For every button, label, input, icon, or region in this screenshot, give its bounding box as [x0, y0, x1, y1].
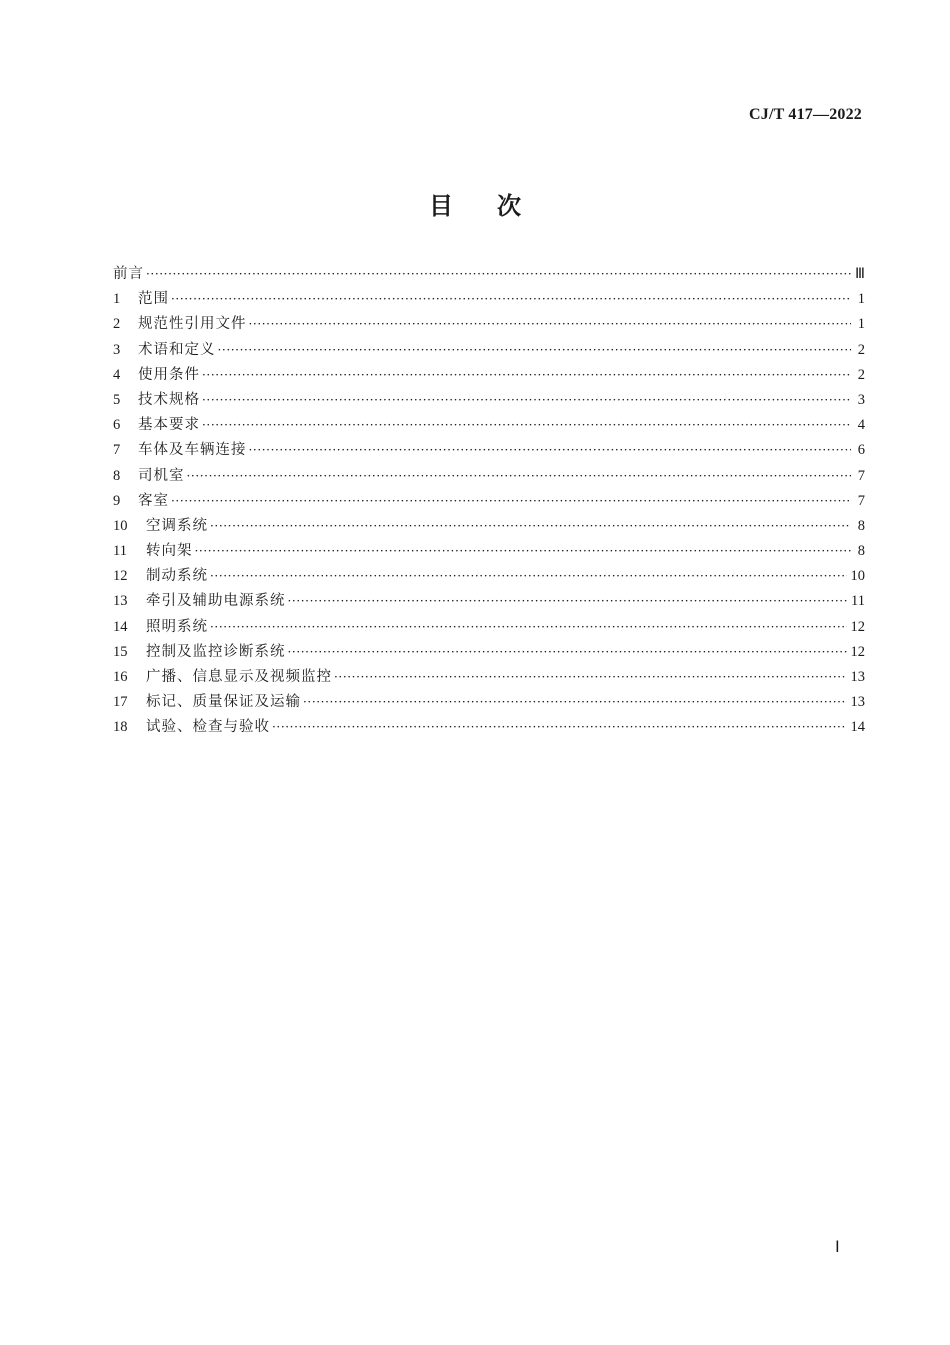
toc-entry-label: 试验、检查与验收 [146, 719, 270, 736]
toc-entry-page: 12 [850, 643, 865, 660]
toc-entry-label: 术语和定义 [138, 341, 216, 358]
toc-entry-page: 8 [857, 543, 865, 560]
toc-entry-label: 车体及车辆连接 [138, 442, 247, 459]
toc-entry[interactable] [113, 338, 865, 363]
toc-entry-number: 9 [113, 492, 121, 509]
toc-entry-page: 13 [850, 669, 865, 685]
toc-entry-label: 照明系统 [146, 618, 208, 635]
toc-entry[interactable] [113, 539, 865, 564]
toc-title: 目次 [429, 192, 565, 220]
toc-entry-page: 7 [857, 492, 865, 509]
toc-entry-number: 4 [113, 366, 121, 383]
toc-entry-page: 14 [850, 719, 865, 736]
toc-entry-label: 制动系统 [146, 568, 208, 585]
toc-entry-number: 5 [113, 391, 121, 408]
toc-entry-number: 8 [113, 467, 121, 484]
toc-entry-page: 3 [857, 391, 865, 408]
toc-leader-dots [146, 262, 851, 287]
toc-leader-dots [288, 640, 847, 665]
toc-entry-number: 10 [113, 517, 128, 534]
toc-entry[interactable] [113, 312, 865, 337]
toc-entry-label: 司机室 [138, 467, 185, 484]
table-of-contents [113, 262, 865, 741]
toc-entry-label: 技术规格 [138, 391, 200, 408]
toc-leader-dots [210, 514, 851, 539]
toc-entry[interactable] [113, 514, 865, 539]
toc-entry-number: 15 [113, 643, 128, 660]
toc-entry-label: 前言 [113, 266, 144, 282]
toc-leader-dots [210, 615, 847, 640]
toc-entry-number: 2 [113, 316, 121, 333]
toc-entry[interactable] [113, 690, 865, 715]
document-code: CJ/T 417—2022 [749, 106, 862, 123]
toc-entry[interactable] [113, 589, 865, 614]
toc-leader-dots [195, 539, 852, 564]
toc-leader-dots [334, 665, 847, 690]
toc-entry-page: Ⅲ [855, 266, 865, 282]
toc-leader-dots [218, 338, 852, 363]
toc-entry-number: 16 [113, 669, 128, 685]
toc-leader-dots [303, 690, 847, 715]
toc-entry-number: 11 [113, 543, 127, 560]
toc-entry-label: 客室 [138, 492, 169, 509]
toc-entry[interactable] [113, 640, 865, 665]
toc-entry-page: 2 [857, 366, 865, 383]
toc-entry-label: 范围 [138, 291, 169, 308]
toc-entry-page: 12 [850, 618, 865, 635]
page-number: Ⅰ [835, 1239, 840, 1256]
toc-entry[interactable] [113, 413, 865, 438]
toc-entry-page: 7 [857, 467, 865, 484]
toc-entry-label: 控制及监控诊断系统 [146, 643, 286, 660]
toc-entry-label: 基本要求 [138, 417, 200, 434]
toc-entry-number: 17 [113, 694, 128, 711]
toc-leader-dots [249, 312, 852, 337]
toc-entry-page: 1 [857, 316, 865, 333]
toc-entry-page: 1 [857, 291, 865, 308]
toc-entry-page: 4 [857, 417, 865, 434]
toc-entry-number: 6 [113, 417, 121, 434]
toc-entry-label: 广播、信息显示及视频监控 [146, 669, 332, 685]
toc-entry[interactable] [113, 464, 865, 489]
toc-entry-page: 10 [850, 568, 865, 585]
toc-entry-label: 牵引及辅助电源系统 [146, 593, 286, 610]
toc-leader-dots [202, 413, 851, 438]
toc-entry-label: 标记、质量保证及运输 [146, 694, 301, 711]
toc-leader-dots [171, 489, 851, 514]
toc-entry[interactable] [113, 363, 865, 388]
toc-entry-label: 空调系统 [146, 517, 208, 534]
toc-entry-page: 6 [857, 442, 865, 459]
toc-entry-page: 8 [857, 517, 865, 534]
toc-entry-label: 使用条件 [138, 366, 200, 383]
toc-entry-number: 18 [113, 719, 128, 736]
toc-entry-number: 1 [113, 291, 121, 308]
toc-entry[interactable] [113, 262, 865, 287]
toc-entry[interactable] [113, 715, 865, 740]
toc-entry-page: 11 [851, 593, 865, 610]
toc-entry[interactable] [113, 489, 865, 514]
toc-leader-dots [187, 464, 852, 489]
toc-entry-page: 13 [850, 694, 865, 711]
toc-entry-number: 12 [113, 568, 128, 585]
toc-entry-number: 13 [113, 593, 128, 610]
toc-leader-dots [249, 438, 852, 463]
toc-entry[interactable] [113, 665, 865, 690]
toc-entry[interactable] [113, 388, 865, 413]
toc-entry[interactable] [113, 564, 865, 589]
toc-leader-dots [210, 564, 847, 589]
toc-leader-dots [202, 388, 851, 413]
toc-entry-number: 14 [113, 618, 128, 635]
toc-entry-number: 3 [113, 341, 121, 358]
toc-entry[interactable] [113, 615, 865, 640]
toc-entry-page: 2 [857, 341, 865, 358]
toc-entry-number: 7 [113, 442, 121, 459]
toc-leader-dots [272, 715, 847, 740]
toc-entry-label: 转向架 [146, 543, 193, 560]
toc-leader-dots [288, 589, 848, 614]
toc-leader-dots [202, 363, 851, 388]
toc-entry-label: 规范性引用文件 [138, 316, 247, 333]
toc-entry[interactable] [113, 438, 865, 463]
toc-entry[interactable] [113, 287, 865, 312]
toc-leader-dots [171, 287, 851, 312]
